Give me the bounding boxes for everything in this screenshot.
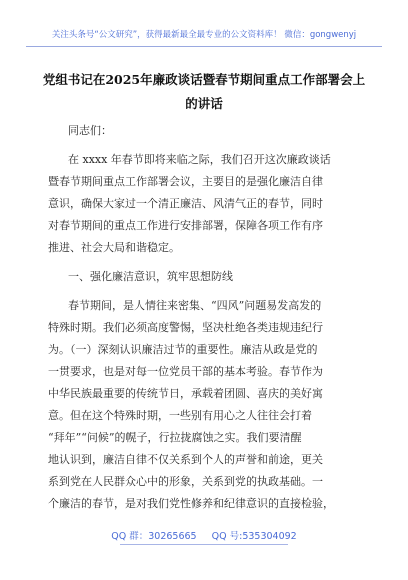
body-line: 意。但在这个特殊时期，一些别有用心之人往往会打着 (48, 409, 312, 422)
body-line: 中华民族最重要的传统节日，承载着团圆、喜庆的美好寓 (48, 387, 323, 400)
body-line: 意识，确保大家过一个清正廉洁、风清气正的春节，同时 (48, 197, 323, 210)
body-line: 对春节期间的重点工作进行安排部署，保障各项工作有序 (48, 219, 323, 232)
body-line: 地认识到，廉洁自律不仅关系到个人的声誉和前途，更关 (48, 453, 323, 466)
footer-underline (120, 544, 288, 545)
salutation: 同志们： (68, 124, 112, 137)
footer-qq-number[interactable]: QQ 号:535304092 (211, 531, 297, 542)
title-line-2: 的讲话 (185, 96, 223, 111)
body-line: 系到党在人民群众心中的形象，关系到党的执政基础。一 (48, 475, 323, 488)
footer-qq-group[interactable]: QQ 群：30265665 (111, 531, 197, 542)
document-title (34, 68, 374, 116)
footer-contacts (0, 528, 408, 542)
body-line: 暨春节期间重点工作部署会议，主要目的是强化廉洁自律 (48, 175, 323, 188)
body-line: “拜年”“问候”的幌子，行拉拢腐蚀之实。我们要清醒 (48, 431, 302, 444)
body-line: 在 xxxx 年春节即将来临之际，我们召开这次廉政谈话 (68, 153, 331, 166)
body-line: 为。（一）深刻认识廉洁过节的重要性。廉洁从政是党的 (48, 343, 318, 356)
header-banner[interactable]: 关注头条号“公文研究”，获得最新最全最专业的公文资料库！ 微信：gongwenyj (51, 30, 357, 40)
header-divider (26, 46, 382, 47)
body-line: 春节期间，是人情往来密集、“四风”问题易发高发的 (68, 299, 322, 312)
body-line: 一贯要求，也是对每一位党员干部的基本考验。春节作为 (48, 365, 323, 378)
body-line: 特殊时期。我们必须高度警惕，坚决杜绝各类违规违纪行 (48, 321, 323, 334)
body-line: 个廉洁的春节，是对我们党性修养和纪律意识的直接检验， (48, 497, 334, 510)
section-heading: 一、强化廉洁意识，筑牢思想防线 (68, 270, 233, 283)
body-line: 推进、社会大局和谐稳定。 (48, 241, 180, 254)
title-line-1: 党组书记在2025年廉政谈话暨春节期间重点工作部署会上 (42, 72, 366, 87)
